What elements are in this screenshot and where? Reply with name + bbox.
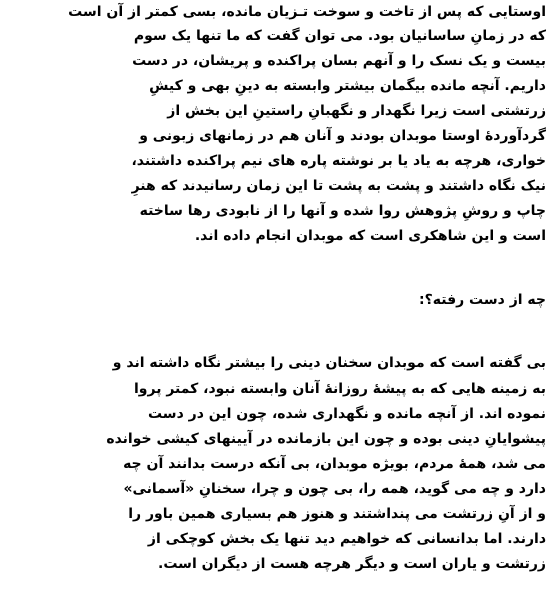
text-line: داریم. آنچه مانده بیگمان بیشتر وابسته به دینِ بهی و کیشِ bbox=[149, 78, 546, 94]
text-line: که در زمانِ ساسانیان بود. می توان گفت که ما تنها یک سوم bbox=[133, 28, 546, 44]
text-line: زرتشتی است زیرا نگهدار و نگهبانِ راستینِ این بخش از bbox=[167, 103, 546, 119]
text-line: خواری، هرچه به یاد یا بر نوشته پاره های نیم پراکنده داشتند، bbox=[131, 153, 546, 169]
text-line: دارند. اما بدانسانی که خواهیم دید تنها یک بخش کوچکی از bbox=[147, 531, 546, 547]
text-line: گردآوردۀ اوستا موبدان بودند و آنان هم در زمانهای زبونی و bbox=[139, 128, 546, 144]
text-line: است و این شاهکری است که موبدان انجام داده اند. bbox=[194, 228, 546, 244]
text-line: چاپ و روشِ پژوهش روا شده و آنها را از نابودی رها ساخته bbox=[139, 203, 546, 219]
text-line: پیشوایانِ دینی بوده و چون این بازمانده در آیینهای کیشی خوانده bbox=[106, 431, 546, 447]
text-line: می شد، همۀ مردم، بویژه موبدان، بی آنکه درست بدانند آن چه bbox=[123, 456, 546, 472]
text-line: بیست و یک نسک را و آنهم بسان پراکنده و پریشان، در دست bbox=[132, 53, 546, 69]
text-line: نیک نگاه داشتند و پشت به پشت تا این زمان رسانیدند که هنرِ bbox=[131, 178, 546, 194]
text-line: به زمینه هایی که به پیشۀ روزانۀ آنان وابسته نبود، کمتر پروا bbox=[134, 381, 546, 397]
text-line: دارد و چه می گوید، همه را، بی چون و چرا، سخنانِ «آسمانی» bbox=[123, 481, 546, 497]
text-line: نموده اند. از آنچه مانده و نگهداری شده، چون این در دست bbox=[147, 406, 546, 422]
text-line: و از آنِ زرتشت می پنداشتند و هنوز هم بسیاری همین باور را bbox=[128, 506, 546, 522]
text-line: اوستایی که پس از تاخت و سوخت تـزیان مانده، بسی کمتر از آن است bbox=[68, 4, 546, 20]
section-heading: چه از دست رفته؟: bbox=[419, 292, 546, 308]
text-line: بی گفته است که موبدان سخنان دینی را بیشتر نگاه داشته اند و bbox=[112, 355, 546, 371]
text-line: زرتشت و یاران است و دیگر هرچه هست از دیگران است. bbox=[158, 556, 546, 572]
